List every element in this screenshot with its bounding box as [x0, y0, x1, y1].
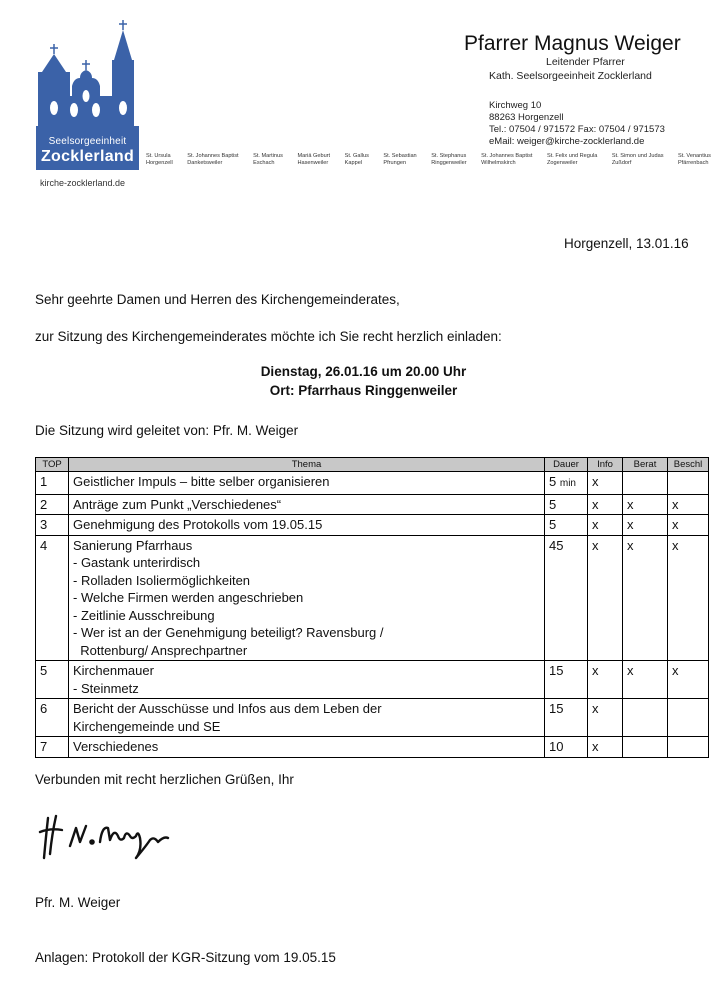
parish-item: St. Venantius Pfärrenbach — [678, 153, 711, 166]
beschl-cell — [668, 737, 709, 758]
address-email[interactable]: eMail: weiger@kirche-zocklerland.de — [489, 136, 645, 147]
website-link[interactable]: kirche-zocklerland.de — [40, 178, 126, 188]
column-header-thema: Thema — [69, 458, 545, 472]
intro-text: zur Sitzung des Kirchengemeinderates möchte ich Sie recht herzlich einladen: — [35, 329, 502, 344]
table-row — [36, 661, 709, 699]
parish-item: Mariä Geburt Hasenweiler — [297, 153, 331, 166]
top-number: 7 — [36, 737, 69, 758]
closing-text: Verbunden mit recht herzlichen Grüßen, Ihr — [35, 772, 294, 787]
top-number: 1 — [36, 472, 69, 495]
sender-name: Pfarrer Magnus Weiger — [464, 32, 681, 55]
duration-cell: 5 — [545, 515, 588, 536]
top-number: 2 — [36, 494, 69, 515]
address-street: Kirchweg 10 — [489, 100, 542, 111]
signer-name: Pfr. M. Weiger — [35, 895, 121, 910]
berat-cell: x — [623, 661, 668, 699]
beschl-cell: x — [668, 661, 709, 699]
topic-cell: Kirchenmauer - Steinmetz — [69, 661, 545, 699]
beschl-cell — [668, 472, 709, 495]
parish-item: St. Sebastian Pfrungen — [383, 153, 417, 166]
beschl-cell: x — [668, 494, 709, 515]
parish-item: St. Johannes Baptist Wilhelmskirch — [481, 153, 533, 166]
info-cell: x — [588, 737, 623, 758]
berat-cell: x — [623, 494, 668, 515]
attachments-text: Anlagen: Protokoll der KGR-Sitzung vom 19.05.15 — [35, 950, 336, 965]
logo-name: Zocklerland — [40, 148, 135, 165]
berat-cell — [623, 699, 668, 737]
top-number: 4 — [36, 535, 69, 661]
table-row — [36, 472, 709, 495]
berat-cell: x — [623, 515, 668, 536]
salutation: Sehr geehrte Damen und Herren des Kirchengemeinderates, — [35, 292, 400, 307]
parish-item: St. Martinus Eschach — [253, 153, 283, 166]
topic-cell: Geistlicher Impuls – bitte selber organisieren — [69, 472, 545, 495]
address-phone: Tel.: 07504 / 971572 Fax: 07504 / 971573 — [489, 124, 665, 135]
info-cell: x — [588, 494, 623, 515]
parish-item: St. Ursula Horgenzell — [146, 153, 173, 166]
top-number: 5 — [36, 661, 69, 699]
parish-item: St. Johannes Baptist Danketsweiler — [187, 153, 239, 166]
table-row — [36, 535, 709, 661]
berat-cell — [623, 472, 668, 495]
duration-cell: 5 min — [545, 472, 588, 495]
berat-cell: x — [623, 535, 668, 661]
info-cell: x — [588, 472, 623, 495]
column-header-info: Info — [588, 458, 623, 472]
sender-unit: Kath. Seelsorgeeinheit Zocklerland — [489, 70, 652, 82]
table-row — [36, 699, 709, 737]
beschl-cell — [668, 699, 709, 737]
parish-item: St. Gallus Kappel — [344, 153, 369, 166]
logo-subtitle: Seelsorgeeinheit — [48, 136, 127, 147]
duration-cell: 15 — [545, 661, 588, 699]
column-header-berat: Berat — [623, 458, 668, 472]
topic-cell: Anträge zum Punkt „Verschiedenes“ — [69, 494, 545, 515]
sender-role: Leitender Pfarrer — [546, 56, 625, 68]
topic-cell: Verschiedenes — [69, 737, 545, 758]
info-cell: x — [588, 661, 623, 699]
duration-cell: 10 — [545, 737, 588, 758]
address-city: 88263 Horgenzell — [489, 112, 564, 123]
duration-cell: 5 — [545, 494, 588, 515]
parish-item: St. Felix und Regula Zogenweiler — [546, 153, 598, 166]
parish-list — [146, 153, 711, 167]
logo-badge — [36, 126, 139, 170]
beschl-cell: x — [668, 515, 709, 536]
parish-logo — [34, 18, 142, 188]
church-icon — [34, 18, 142, 128]
top-number: 3 — [36, 515, 69, 536]
topic-cell: Genehmigung des Protokolls vom 19.05.15 — [69, 515, 545, 536]
led-by-text: Die Sitzung wird geleitet von: Pfr. M. Weiger — [35, 423, 299, 438]
topic-cell: Bericht der Ausschüsse und Infos aus dem Leben der Kirchengemeinde und SE — [69, 699, 545, 737]
info-cell: x — [588, 515, 623, 536]
table-row — [36, 494, 709, 515]
info-cell: x — [588, 535, 623, 661]
column-header-beschl: Beschl — [668, 458, 709, 472]
duration-cell: 15 — [545, 699, 588, 737]
top-number: 6 — [36, 699, 69, 737]
meeting-location: Ort: Pfarrhaus Ringgenweiler — [269, 383, 458, 398]
agenda-table — [35, 457, 709, 758]
handwritten-signature — [36, 806, 186, 866]
parish-item: St. Stephanus Ringgenweiler — [431, 153, 467, 166]
table-row — [36, 737, 709, 758]
berat-cell — [623, 737, 668, 758]
parish-item: St. Simon und Judas Zußdorf — [611, 153, 664, 166]
duration-cell: 45 — [545, 535, 588, 661]
column-header-top: TOP — [36, 458, 69, 472]
table-header-row — [36, 458, 709, 472]
topic-cell: Sanierung Pfarrhaus - Gastank unterirdisch - Rolladen Isoliermöglichkeiten - Welche Firmen werden angeschrieben - Zeitlinie Ausschreibung - Wer ist an der Genehmigung beteiligt? Ravensburg / Rottenburg/ Ansprechpartner — [69, 535, 545, 661]
info-cell: x — [588, 699, 623, 737]
beschl-cell: x — [668, 535, 709, 661]
column-header-dauer: Dauer — [545, 458, 588, 472]
table-row — [36, 515, 709, 536]
meeting-date: Dienstag, 26.01.16 um 20.00 Uhr — [260, 364, 467, 379]
letter-date: Horgenzell, 13.01.16 — [564, 236, 689, 251]
